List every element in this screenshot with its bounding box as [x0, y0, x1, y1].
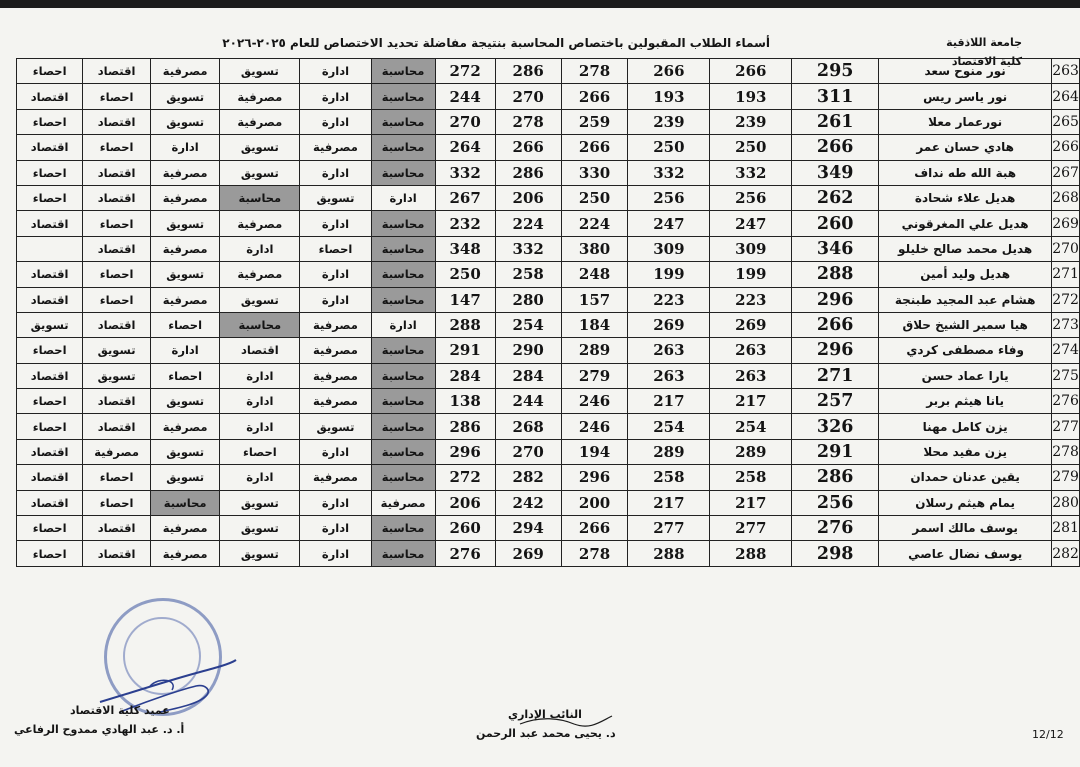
preference-cell: مصرفية	[300, 338, 371, 363]
dean-name: أ. د. عبد الهادي ممدوح الرفاعي	[14, 723, 185, 736]
preference-cell: تسويق	[220, 541, 300, 566]
preference-cell: تسويق	[83, 363, 151, 388]
score-cell: 268	[495, 414, 561, 439]
total-score-cell: 276	[792, 516, 879, 541]
preference-cell: اقتصاد	[83, 541, 151, 566]
score-cell: 247	[710, 211, 792, 236]
total-score-cell: 298	[792, 541, 879, 566]
preference-cell: تسويق	[150, 211, 220, 236]
preference-cell: اقتصاد	[17, 439, 83, 464]
preference-cell: محاسبة	[371, 262, 435, 287]
preference-cell: ادارة	[300, 516, 371, 541]
score-cell: 259	[561, 109, 628, 134]
preference-cell: تسويق	[220, 160, 300, 185]
score-cell: 266	[561, 84, 628, 109]
total-score-cell: 296	[792, 338, 879, 363]
student-name-cell: وفاء مصطفى كردي	[879, 338, 1052, 363]
preference-cell: ادارة	[150, 338, 220, 363]
preference-cell: ادارة	[300, 439, 371, 464]
preference-cell: ادارة	[150, 135, 220, 160]
score-cell: 247	[628, 211, 710, 236]
score-cell: 147	[435, 287, 495, 312]
preference-cell: مصرفية	[150, 160, 220, 185]
score-cell: 309	[710, 236, 792, 261]
student-name-cell: يوسف نضال عاصي	[879, 541, 1052, 566]
score-cell: 264	[435, 135, 495, 160]
score-cell: 194	[561, 439, 628, 464]
row-number-cell: 268	[1052, 185, 1080, 210]
preference-cell: ادارة	[300, 160, 371, 185]
student-name-cell: هبة الله طه نداف	[879, 160, 1052, 185]
vice-dean-name: د. يحيى محمد عبد الرحمن	[476, 727, 616, 740]
row-number-cell: 275	[1052, 363, 1080, 388]
score-cell: 276	[435, 541, 495, 566]
score-cell: 250	[628, 135, 710, 160]
score-cell: 254	[710, 414, 792, 439]
dean-title: عميد كلية الاقتصاد	[70, 704, 170, 717]
preference-cell: ادارة	[371, 312, 435, 337]
student-name-cell: هديل وليد أمين	[879, 262, 1052, 287]
preference-cell: احصاء	[83, 262, 151, 287]
preference-cell: احصاء	[17, 160, 83, 185]
score-cell: 280	[495, 287, 561, 312]
preference-cell: ادارة	[220, 363, 300, 388]
preference-cell: اقتصاد	[17, 262, 83, 287]
score-cell: 157	[561, 287, 628, 312]
score-cell: 254	[628, 414, 710, 439]
preference-cell: تسويق	[83, 338, 151, 363]
score-cell: 277	[710, 516, 792, 541]
score-cell: 138	[435, 389, 495, 414]
score-cell: 289	[710, 439, 792, 464]
preference-cell: اقتصاد	[83, 312, 151, 337]
score-cell: 242	[495, 490, 561, 515]
score-cell: 289	[561, 338, 628, 363]
preference-cell: تسويق	[300, 414, 371, 439]
score-cell: 184	[561, 312, 628, 337]
preference-cell: مصرفية	[150, 541, 220, 566]
score-cell: 239	[710, 109, 792, 134]
preference-cell: مصرفية	[300, 363, 371, 388]
preference-cell: احصاء	[150, 312, 220, 337]
student-name-cell: هديل محمد صالح خليلو	[879, 236, 1052, 261]
preference-cell: محاسبة	[371, 109, 435, 134]
row-number-cell: 281	[1052, 516, 1080, 541]
preference-cell: احصاء	[17, 59, 83, 84]
total-score-cell: 261	[792, 109, 879, 134]
score-cell: 286	[495, 160, 561, 185]
row-number-cell: 282	[1052, 541, 1080, 566]
preference-cell: ادارة	[300, 287, 371, 312]
row-number-cell: 266	[1052, 135, 1080, 160]
preference-cell: اقتصاد	[83, 185, 151, 210]
preference-cell: تسويق	[150, 389, 220, 414]
preference-cell: احصاء	[150, 363, 220, 388]
score-cell: 291	[435, 338, 495, 363]
score-cell: 224	[495, 211, 561, 236]
row-number-cell: 265	[1052, 109, 1080, 134]
preference-cell: تسويق	[220, 59, 300, 84]
total-score-cell: 262	[792, 185, 879, 210]
score-cell: 380	[561, 236, 628, 261]
total-score-cell: 266	[792, 312, 879, 337]
preference-cell: احصاء	[17, 516, 83, 541]
preference-cell: احصاء	[17, 389, 83, 414]
preference-cell: محاسبة	[371, 135, 435, 160]
preference-cell: مصرفية	[371, 490, 435, 515]
preference-cell: اقتصاد	[83, 109, 151, 134]
preference-cell: احصاء	[83, 465, 151, 490]
score-cell: 217	[710, 490, 792, 515]
score-cell: 258	[495, 262, 561, 287]
score-cell: 217	[628, 490, 710, 515]
score-cell: 272	[435, 465, 495, 490]
score-cell: 266	[561, 135, 628, 160]
preference-cell: محاسبة	[371, 465, 435, 490]
score-cell: 232	[435, 211, 495, 236]
preference-cell: ادارة	[300, 59, 371, 84]
score-cell: 250	[710, 135, 792, 160]
score-cell: 289	[628, 439, 710, 464]
score-cell: 250	[435, 262, 495, 287]
preference-cell: احصاء	[83, 211, 151, 236]
score-cell: 246	[561, 414, 628, 439]
preference-cell: ادارة	[300, 262, 371, 287]
preference-cell: تسويق	[300, 185, 371, 210]
row-number-cell: 272	[1052, 287, 1080, 312]
preference-cell: مصرفية	[220, 211, 300, 236]
score-cell: 290	[495, 338, 561, 363]
score-cell: 309	[628, 236, 710, 261]
row-number-cell: 276	[1052, 389, 1080, 414]
total-score-cell: 286	[792, 465, 879, 490]
preference-cell: اقتصاد	[83, 160, 151, 185]
score-cell: 278	[495, 109, 561, 134]
row-number-cell: 274	[1052, 338, 1080, 363]
preference-cell: محاسبة	[371, 414, 435, 439]
score-cell: 239	[628, 109, 710, 134]
score-cell: 267	[435, 185, 495, 210]
preference-cell: مصرفية	[300, 312, 371, 337]
row-number-cell: 280	[1052, 490, 1080, 515]
preference-cell: اقتصاد	[17, 211, 83, 236]
row-number-cell: 271	[1052, 262, 1080, 287]
preference-cell: اقتصاد	[17, 287, 83, 312]
student-name-cell: هيا سمير الشيخ حلاق	[879, 312, 1052, 337]
score-cell: 248	[561, 262, 628, 287]
preference-cell: تسويق	[150, 465, 220, 490]
preference-cell: محاسبة	[371, 516, 435, 541]
row-number-cell: 279	[1052, 465, 1080, 490]
score-cell: 254	[495, 312, 561, 337]
row-number-cell: 277	[1052, 414, 1080, 439]
preference-cell: ادارة	[220, 465, 300, 490]
preference-cell: احصاء	[83, 135, 151, 160]
score-cell: 263	[628, 338, 710, 363]
preference-cell: مصرفية	[150, 414, 220, 439]
score-cell: 269	[710, 312, 792, 337]
preference-cell: تسويق	[150, 109, 220, 134]
score-cell: 288	[710, 541, 792, 566]
score-cell: 270	[495, 439, 561, 464]
preference-cell: اقتصاد	[17, 490, 83, 515]
score-cell: 263	[710, 363, 792, 388]
score-cell: 332	[628, 160, 710, 185]
score-cell: 296	[435, 439, 495, 464]
preference-cell: تسويق	[220, 135, 300, 160]
preference-cell: محاسبة	[371, 236, 435, 261]
preference-cell: مصرفية	[150, 185, 220, 210]
preference-cell: احصاء	[17, 185, 83, 210]
score-cell: 288	[628, 541, 710, 566]
score-cell: 258	[628, 465, 710, 490]
student-name-cell: يزن مفيد محلا	[879, 439, 1052, 464]
preference-cell: مصرفية	[300, 135, 371, 160]
student-name-cell: يزن كامل مهنا	[879, 414, 1052, 439]
student-name-cell: يوسف مالك اسمر	[879, 516, 1052, 541]
preference-cell: اقتصاد	[83, 236, 151, 261]
score-cell: 279	[561, 363, 628, 388]
score-cell: 199	[628, 262, 710, 287]
student-name-cell: هديل علي المغرقوني	[879, 211, 1052, 236]
score-cell: 244	[435, 84, 495, 109]
score-cell: 206	[495, 185, 561, 210]
score-cell: 266	[495, 135, 561, 160]
score-cell: 286	[495, 59, 561, 84]
page-number: 12/12	[1032, 728, 1064, 741]
preference-cell: محاسبة	[150, 490, 220, 515]
preference-cell: احصاء	[83, 84, 151, 109]
preference-cell: مصرفية	[300, 389, 371, 414]
preference-cell: محاسبة	[371, 541, 435, 566]
score-cell: 217	[710, 389, 792, 414]
row-number-cell: 263	[1052, 59, 1080, 84]
university-name: جامعة اللاذقية	[946, 36, 1022, 49]
score-cell: 258	[710, 465, 792, 490]
score-cell: 256	[628, 185, 710, 210]
student-name-cell: يارا عماد حسن	[879, 363, 1052, 388]
student-name-cell: نور منوح سعد	[879, 59, 1052, 84]
score-cell: 278	[561, 541, 628, 566]
score-cell: 260	[435, 516, 495, 541]
score-cell: 206	[435, 490, 495, 515]
score-cell: 270	[435, 109, 495, 134]
total-score-cell: 288	[792, 262, 879, 287]
preference-cell: مصرفية	[220, 84, 300, 109]
score-cell: 224	[561, 211, 628, 236]
preference-cell: تسويق	[150, 84, 220, 109]
total-score-cell: 256	[792, 490, 879, 515]
preference-cell: مصرفية	[150, 287, 220, 312]
preference-cell: اقتصاد	[17, 465, 83, 490]
score-cell: 263	[710, 338, 792, 363]
preference-cell: احصاء	[17, 338, 83, 363]
preference-cell: اقتصاد	[83, 516, 151, 541]
preference-cell: احصاء	[17, 541, 83, 566]
score-cell: 263	[628, 363, 710, 388]
score-cell: 256	[710, 185, 792, 210]
score-cell: 284	[435, 363, 495, 388]
total-score-cell: 326	[792, 414, 879, 439]
total-score-cell: 296	[792, 287, 879, 312]
preference-cell: تسويق	[17, 312, 83, 337]
row-number-cell: 278	[1052, 439, 1080, 464]
preference-cell: مصرفية	[150, 236, 220, 261]
preference-cell: محاسبة	[220, 185, 300, 210]
score-cell: 246	[561, 389, 628, 414]
score-cell: 294	[495, 516, 561, 541]
score-cell: 332	[710, 160, 792, 185]
preference-cell: اقتصاد	[17, 135, 83, 160]
preference-cell: اقتصاد	[83, 59, 151, 84]
score-cell: 217	[628, 389, 710, 414]
total-score-cell: 295	[792, 59, 879, 84]
score-cell: 284	[495, 363, 561, 388]
faculty-name: كلية الاقتصاد	[951, 55, 1022, 68]
preference-cell: اقتصاد	[83, 414, 151, 439]
preference-cell: محاسبة	[371, 160, 435, 185]
row-number-cell: 264	[1052, 84, 1080, 109]
score-cell: 296	[561, 465, 628, 490]
total-score-cell: 266	[792, 135, 879, 160]
score-cell: 193	[628, 84, 710, 109]
preference-cell: ادارة	[300, 84, 371, 109]
score-cell: 266	[710, 59, 792, 84]
score-cell: 330	[561, 160, 628, 185]
total-score-cell: 346	[792, 236, 879, 261]
preference-cell: تسويق	[220, 287, 300, 312]
student-name-cell: نورعمار معلا	[879, 109, 1052, 134]
preference-cell: تسويق	[220, 490, 300, 515]
score-cell: 244	[495, 389, 561, 414]
preference-cell: ادارة	[300, 490, 371, 515]
row-number-cell: 273	[1052, 312, 1080, 337]
preference-cell: مصرفية	[83, 439, 151, 464]
preference-cell: احصاء	[17, 109, 83, 134]
preference-cell: تسويق	[150, 262, 220, 287]
score-cell: 348	[435, 236, 495, 261]
preference-cell: ادارة	[300, 211, 371, 236]
total-score-cell: 349	[792, 160, 879, 185]
row-number-cell: 270	[1052, 236, 1080, 261]
total-score-cell: 311	[792, 84, 879, 109]
student-name-cell: نور ياسر ريس	[879, 84, 1052, 109]
score-cell: 269	[628, 312, 710, 337]
preference-cell: مصرفية	[220, 109, 300, 134]
preference-cell: ادارة	[220, 236, 300, 261]
preference-cell: مصرفية	[150, 516, 220, 541]
score-cell: 223	[710, 287, 792, 312]
preference-cell: مصرفية	[300, 465, 371, 490]
preference-cell: احصاء	[83, 287, 151, 312]
preference-cell: ادارة	[300, 541, 371, 566]
score-cell: 200	[561, 490, 628, 515]
score-cell: 270	[495, 84, 561, 109]
score-cell: 332	[495, 236, 561, 261]
score-cell: 199	[710, 262, 792, 287]
preference-cell: تسويق	[150, 439, 220, 464]
preference-cell: احصاء	[220, 439, 300, 464]
score-cell: 266	[628, 59, 710, 84]
score-cell: 266	[561, 516, 628, 541]
vice-dean-title: النائب الإداري	[508, 708, 582, 721]
row-number-cell: 267	[1052, 160, 1080, 185]
score-cell: 193	[710, 84, 792, 109]
preference-cell: تسويق	[220, 516, 300, 541]
preference-cell: احصاء	[83, 490, 151, 515]
score-cell: 223	[628, 287, 710, 312]
student-name-cell: هشام عبد المجيد طبنجة	[879, 287, 1052, 312]
preference-cell: اقتصاد	[17, 363, 83, 388]
preference-cell: مصرفية	[220, 262, 300, 287]
total-score-cell: 260	[792, 211, 879, 236]
preference-cell: محاسبة	[371, 439, 435, 464]
preference-cell: محاسبة	[371, 363, 435, 388]
student-name-cell: يمام هيثم رسلان	[879, 490, 1052, 515]
student-name-cell: هادي حسان عمر	[879, 135, 1052, 160]
score-cell: 269	[495, 541, 561, 566]
score-cell: 286	[435, 414, 495, 439]
score-cell: 282	[495, 465, 561, 490]
preference-cell: اقتصاد	[17, 84, 83, 109]
preference-cell: ادارة	[371, 185, 435, 210]
preference-cell: محاسبة	[371, 59, 435, 84]
student-name-cell: يقين عدنان حمدان	[879, 465, 1052, 490]
document-title: أسماء الطلاب المقبولين باختصاص المحاسبة بنتيجة مفاضلة تحديد الاختصاص للعام ٢٠٢٥-٢٠٢٦	[222, 36, 770, 50]
preference-cell: ادارة	[220, 389, 300, 414]
total-score-cell: 271	[792, 363, 879, 388]
score-cell: 250	[561, 185, 628, 210]
preference-cell: محاسبة	[371, 338, 435, 363]
score-cell: 278	[561, 59, 628, 84]
preference-cell: محاسبة	[371, 287, 435, 312]
preference-cell: اقتصاد	[220, 338, 300, 363]
preference-cell: محاسبة	[371, 389, 435, 414]
preference-cell: اقتصاد	[83, 389, 151, 414]
score-cell: 332	[435, 160, 495, 185]
preference-cell: محاسبة	[371, 84, 435, 109]
preference-cell: محاسبة	[220, 312, 300, 337]
total-score-cell: 291	[792, 439, 879, 464]
preference-cell: مصرفية	[150, 59, 220, 84]
preference-cell: محاسبة	[371, 211, 435, 236]
preference-cell: احصاء	[300, 236, 371, 261]
preference-cell: ادارة	[300, 109, 371, 134]
total-score-cell: 257	[792, 389, 879, 414]
student-name-cell: هديل علاء شحادة	[879, 185, 1052, 210]
score-cell: 277	[628, 516, 710, 541]
score-cell: 272	[435, 59, 495, 84]
preference-cell: ادارة	[220, 414, 300, 439]
row-number-cell: 269	[1052, 211, 1080, 236]
preference-cell: احصاء	[17, 414, 83, 439]
score-cell: 288	[435, 312, 495, 337]
student-name-cell: يانا هيثم بربر	[879, 389, 1052, 414]
